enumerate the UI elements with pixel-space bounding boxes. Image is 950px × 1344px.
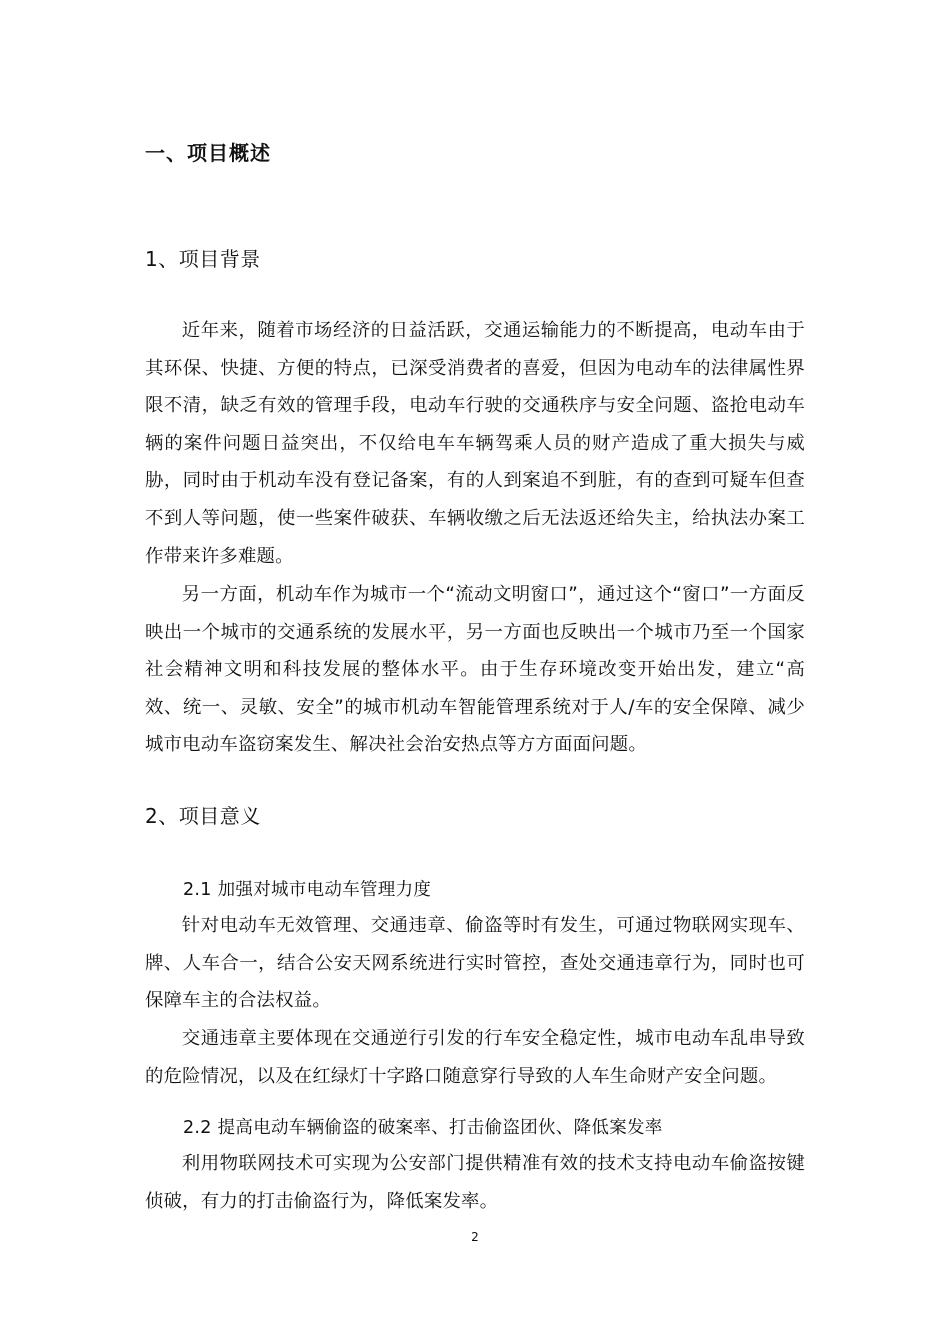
paragraph-background-1: 近年来，随着市场经济的日益活跃，交通运输能力的不断提高，电动车由于其环保、快捷、方便的特点，已深受消费者的喜爱，但因为电动车的法律属性界限不清，缺乏有效的管理手段，电动车行驶的交通秩序与安全问题、盗抢电动车辆的案件问题日益突出，不仅给电车车辆驾乘人员的财产造成了重大损失与威胁，同时由于机动车没有登记备案，有的人到案追不到脏，有的查到可疑车但查不到人等问题，使一些案件破获、车辆收缴之后无法返还给失主，给执法办案工作带来许多难题。 bbox=[145, 320, 805, 567]
paragraph-significance-1: 针对电动车无效管理、交通违章、偷盗等时有发生，可通过物联网实现车、牌、人车合一，结合公安天网系统进行实时管控，查处交通违章行为，同时也可保障车主的合法权益。 bbox=[145, 915, 805, 1012]
paragraph-significance-2: 交通违章主要体现在交通逆行引发的行车安全稳定性，城市电动车乱串导致的危险情况，以及在红绿灯十字路口随意穿行导致的人车生命财产安全问题。 bbox=[145, 1028, 805, 1087]
subsection-heading-2-2: 2.2 提高电动车辆偷盗的破案率、打击偷盗团伙、降低案发率 bbox=[183, 1118, 663, 1138]
section-heading-significance: 2、项目意义 bbox=[145, 804, 261, 828]
section-heading-background: 1、项目背景 bbox=[145, 247, 261, 271]
paragraph-background-2: 另一方面，机动车作为城市一个“流动文明窗口”，通过这个“窗口”一方面反映出一个城市的交通系统的发展水平，另一方面也反映出一个城市乃至一个国家社会精神文明和科技发展的整体水平。由于生存环境改变开始出发，建立“高效、统一、灵敏、安全”的城市机动车智能管理系统对于人/车的安全保障、减少城市电动车盗窃案发生、解决社会治安热点等方方面面问题。 bbox=[145, 584, 805, 756]
main-heading: 一、项目概述 bbox=[145, 141, 271, 165]
page-number: 2 bbox=[471, 1230, 479, 1244]
subsection-heading-2-1: 2.1 加强对城市电动车管理力度 bbox=[183, 880, 432, 900]
paragraph-significance-3: 利用物联网技术可实现为公安部门提供精准有效的技术支持电动车偷盗按键侦破，有力的打击偷盗行为，降低案发率。 bbox=[145, 1153, 805, 1212]
